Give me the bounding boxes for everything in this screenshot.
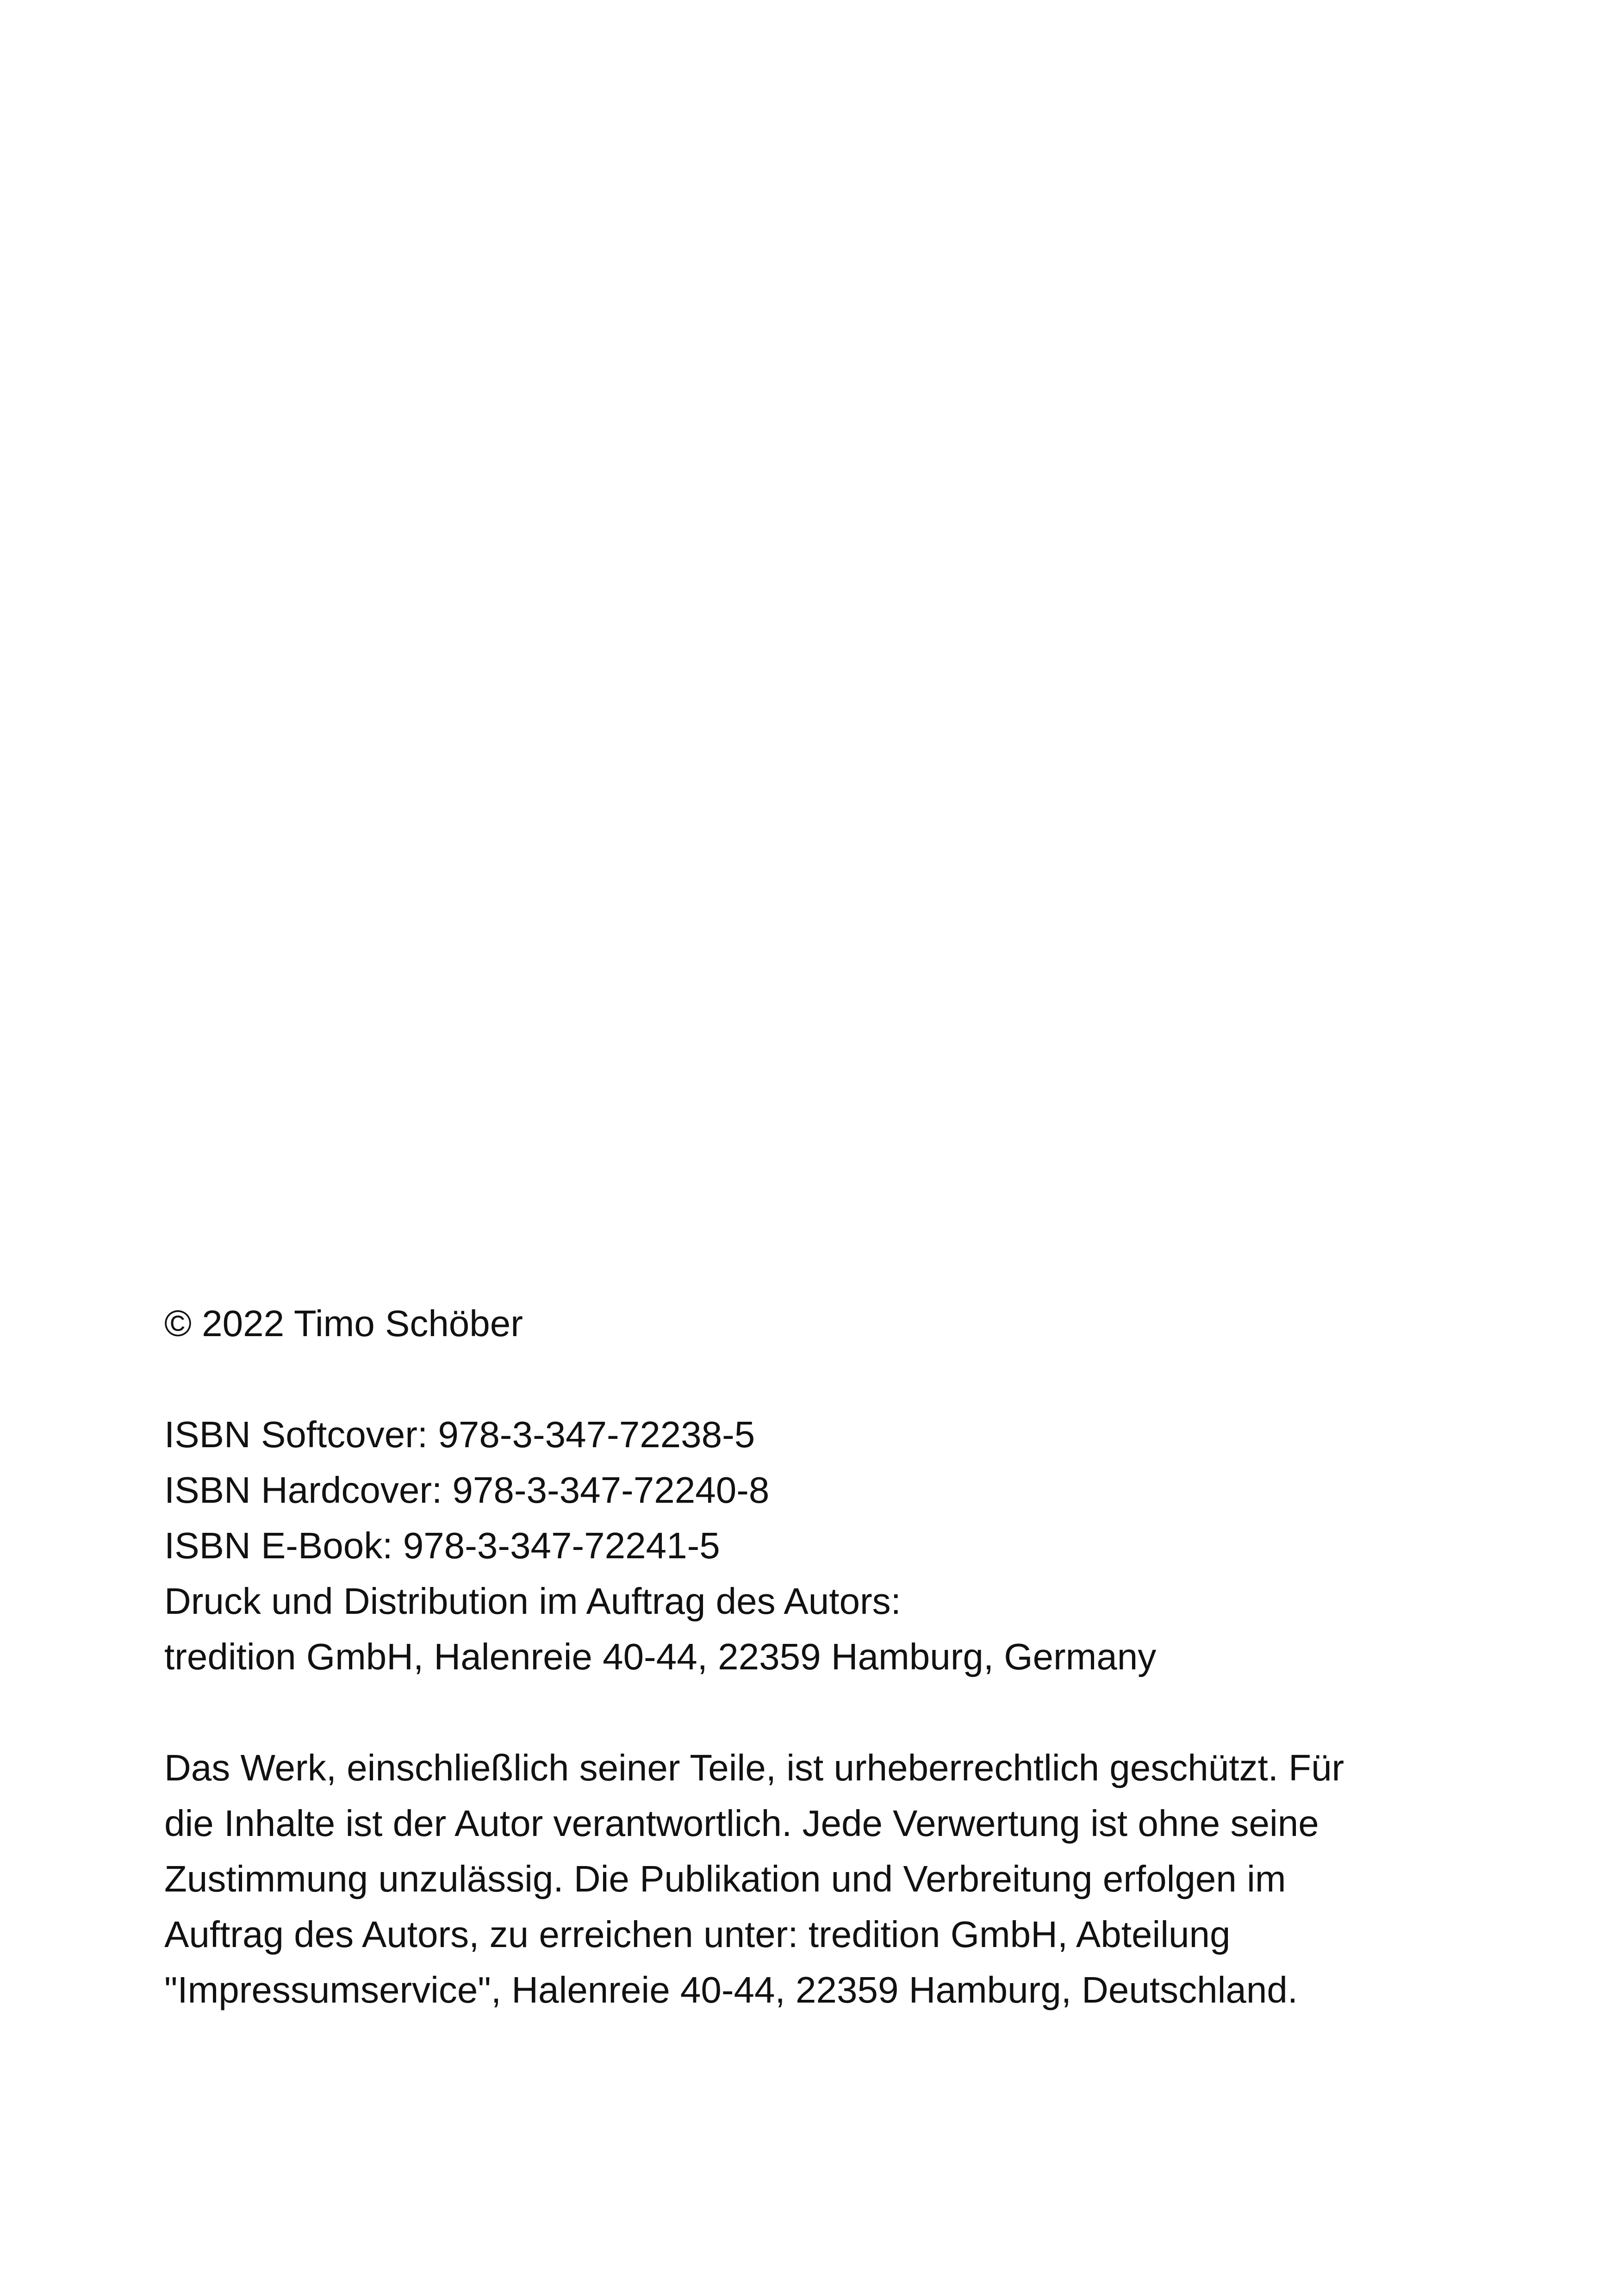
isbn-softcover-line: ISBN Softcover: 978-3-347-72238-5 — [164, 1414, 755, 1455]
legal-notice-line: Auftrag des Autors, zu erreichen unter: tredition GmbH, Abteilung — [164, 1914, 1231, 1955]
legal-notice-line: Zustimmung unzulässig. Die Publikation und Verbreitung erfolgen im — [164, 1858, 1286, 1899]
isbn-section — [164, 1407, 1506, 1685]
legal-notice-line: die Inhalte ist der Autor verantwortlich. Jede Verwertung ist ohne seine — [164, 1803, 1319, 1844]
isbn-hardcover-line: ISBN Hardcover: 978-3-347-72240-8 — [164, 1469, 770, 1511]
legal-notice-line: "Impressumservice", Halenreie 40-44, 22359 Hamburg, Deutschland. — [164, 1969, 1298, 2010]
publisher-address-line: tredition GmbH, Halenreie 40-44, 22359 Hamburg, Germany — [164, 1636, 1157, 1677]
legal-notice-section — [164, 1740, 1506, 2018]
distribution-line: Druck und Distribution im Auftrag des Autors: — [164, 1580, 901, 1622]
legal-notice-line: Das Werk, einschließlich seiner Teile, ist urheberrechtlich geschützt. Für — [164, 1747, 1344, 1788]
copyright-section — [164, 1296, 1506, 1351]
imprint-block — [164, 1296, 1506, 2018]
isbn-ebook-line: ISBN E-Book: 978-3-347-72241-5 — [164, 1525, 720, 1566]
copyright-line: © 2022 Timo Schöber — [164, 1303, 523, 1344]
